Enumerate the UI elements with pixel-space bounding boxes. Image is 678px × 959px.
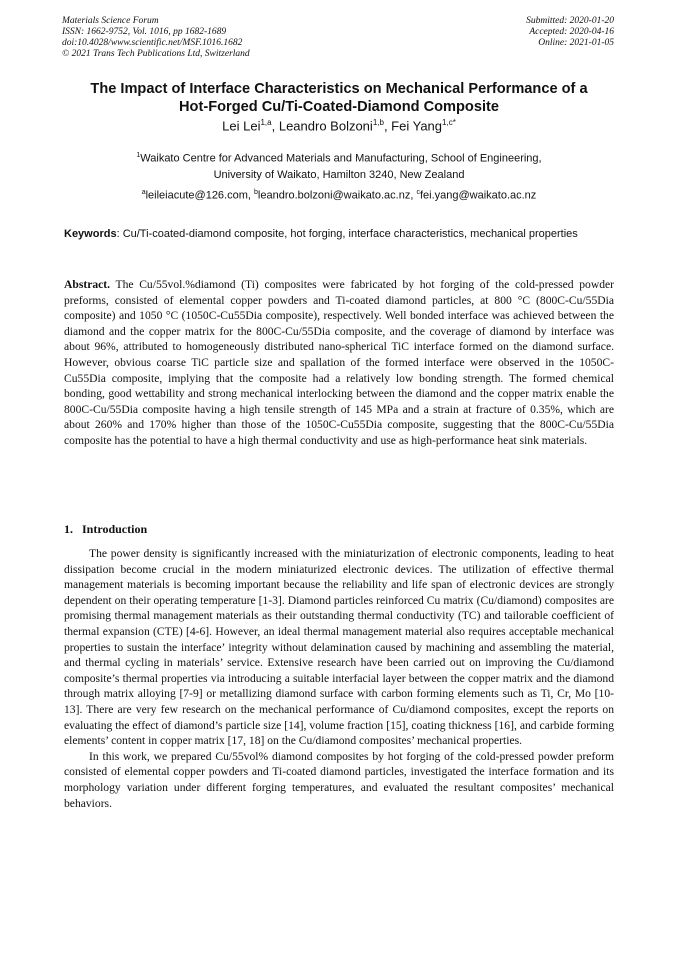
section-heading	[64, 522, 147, 537]
doi-line: doi:10.4028/www.scientific.net/MSF.1016.1682	[62, 38, 243, 48]
submitted-date: Submitted: 2020-01-20	[526, 16, 614, 26]
author-separator: ,	[383, 118, 392, 134]
abstract-text: The Cu/55vol.%diamond (Ti) composites were fabricated by hot forging of the cold-pressed powder preforms, consisted of elemental copper powders and Ti-coated diamond particles, at 800 °C (800C-Cu/55Dia composite) and 1050 °C (1050C-Cu55Dia composite), respectively. Well bonded interface was achieved between the diamond and the copper matrix for the 800C-Cu/55Dia composite, and the coverage of diamond by interface was about 96%, attributed to homogeneously distributed nano-spherical TiC interface formed on the diamond surface. However, obvious coarse TiC particle size and spallation of the formed interface were observed in the 1050C-Cu55Dia composite, implying that the composite had a relatively low bonding strength. The formed chemical bonding, good wettability and strong mechanical interlocking between the diamond and the copper matrix enable the 800C-Cu/55Dia composite having a high tensile strength of 145 MPa and a strain at fracture of 0.35%, which are about 260% and 170% higher than those of the 1050C-Cu55Dia composite, suggesting that the 800C-Cu/55Dia composite has the potential to have a high thermal conductivity and use as high-performance heat sink materials.	[64, 278, 614, 447]
copyright-line: © 2021 Trans Tech Publications Ltd, Switzerland	[62, 49, 250, 59]
keywords-label: Keywords	[64, 228, 117, 240]
author-sup: 1,c*	[442, 118, 456, 127]
email-sup: c	[416, 189, 420, 196]
paragraph: The power density is significantly increased with the miniaturization of electronic components, leading to heat dissipation become crucial in the modern miniaturized electronic devices. The utilization of effective thermal management materials is becoming important because the reliability and life span of electronic devices are strongly dependent on their operating temperature [1-3]. Diamond particles reinforced Cu matrix (Cu/diamond) composites are promising thermal management materials as their outstanding thermal conductivity (TC) and tailorable coefficient of thermal expansion (CTE) [4-6]. However, an ideal thermal management material also requires acceptable mechanical properties to sustain the interface’ integrity without delamination caused by machining and assembling the material, and thermal cycling in materials’ service. Extensive research have been carried out on improving the Cu/diamond composite’s thermal properties via introducing a suitable interfacial layer between the copper matrix and the diamond through matrix alloying [7-9] or metallizing diamond surface with carbon forming elements such as Ti, Cr, Mo [10-13]. There are very few research on the mechanical performance of Cu/diamond composites, except the reports on evaluating the effect of diamond’s particle size [14], volume fraction [15], coating thickness [16], and carbide forming elements’ content in copper matrix [17, 18] on the Cu/diamond composites’ mechanical properties.	[64, 547, 614, 748]
email-c: fei.yang@waikato.ac.nz	[419, 189, 537, 202]
title-line-2: Hot-Forged Cu/Ti-Coated-Diamond Composite	[179, 99, 499, 115]
affiliation-sup: 1	[136, 152, 141, 159]
email-sup: a	[141, 189, 146, 196]
affiliation-line-1	[60, 148, 618, 167]
author-name: Lei Lei	[222, 118, 261, 134]
affiliation-text-1: Waikato Centre for Advanced Materials and Manufacturing, School of Engineering,	[140, 152, 542, 165]
journal-name: Materials Science Forum	[62, 16, 159, 26]
accepted-date: Accepted: 2020-04-16	[529, 27, 614, 37]
online-date: Online: 2021-01-05	[538, 38, 614, 48]
abstract-label: Abstract.	[64, 278, 111, 291]
author-sup: 1,a	[260, 118, 272, 127]
abstract	[64, 277, 614, 449]
email-sup: b	[254, 189, 258, 196]
author-sup: 1,b	[372, 118, 384, 127]
affiliation	[60, 148, 618, 183]
title-line-1: The Impact of Interface Characteristics on Mechanical Performance of a	[90, 81, 588, 97]
author-emails	[40, 189, 638, 202]
keywords-text: : Cu/Ti-coated-diamond composite, hot forging, interface characteristics, mechanical properties	[116, 228, 578, 240]
issn-line: ISSN: 1662-9752, Vol. 1016, pp 1682-1689	[62, 27, 227, 37]
author-name: Leandro Bolzoni	[278, 118, 373, 134]
section-title-text: Introduction	[82, 522, 148, 536]
journal-info	[62, 16, 250, 60]
dates-info	[526, 16, 614, 49]
introduction-body	[64, 546, 614, 811]
affiliation-line-2: University of Waikato, Hamilton 3240, New Zealand	[213, 168, 465, 181]
paper-title	[40, 80, 638, 116]
section-number: 1.	[64, 522, 73, 536]
author-list	[40, 118, 638, 133]
paragraph: In this work, we prepared Cu/55vol% diamond composites by hot forging of the cold-pressed powder preform consisted of elemental copper powders and Ti-coated diamond particles, investigated the interface formation and its morphology variation under different forging temperatures, and evaluated the resultant composites’ mechanical behaviors.	[64, 749, 614, 810]
keywords	[64, 227, 614, 242]
email-a: leileiacute@126.com,	[145, 189, 254, 202]
author-separator: ,	[271, 118, 279, 134]
author-name: Fei Yang	[391, 118, 443, 134]
email-b: leandro.bolzoni@waikato.ac.nz,	[257, 189, 417, 202]
